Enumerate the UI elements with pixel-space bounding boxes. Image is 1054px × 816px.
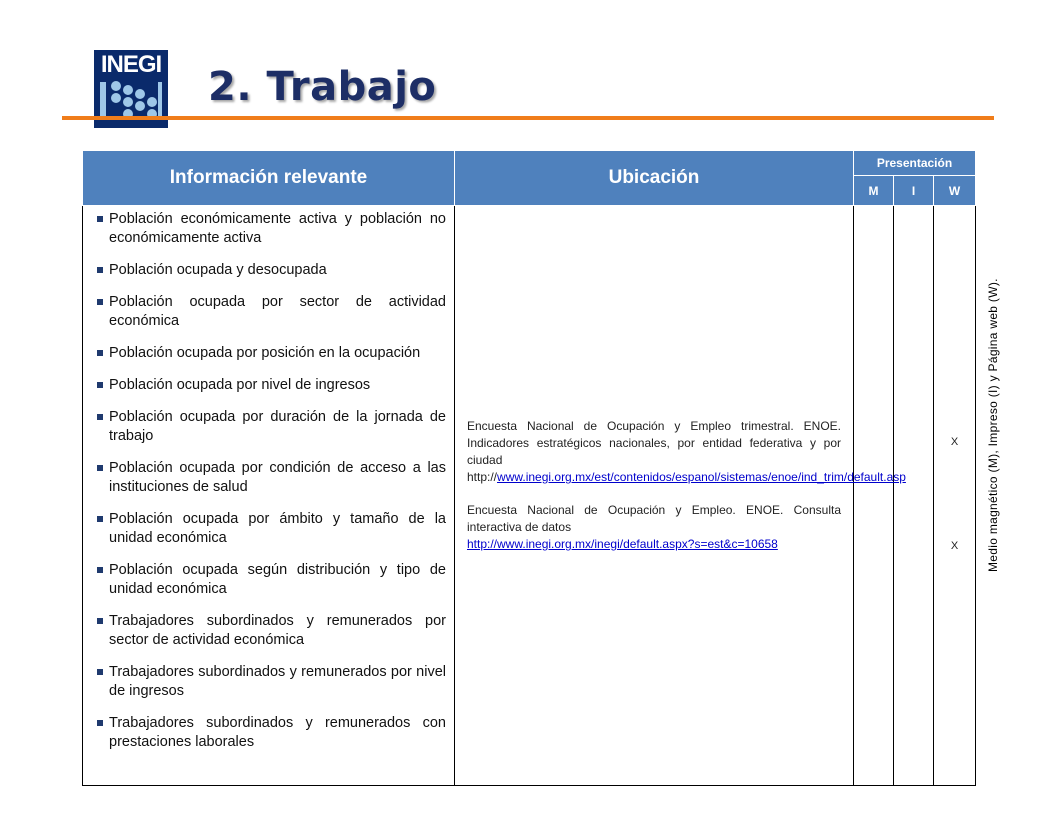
source1-url: http://www.inegi.org.mx/est/contenidos/espanol/sistemas/enoe/ind_trim/default.asp bbox=[467, 470, 906, 484]
source2-link[interactable]: http://www.inegi.org.mx/inegi/default.aspx?s=est&c=10658 bbox=[467, 537, 778, 551]
w-mark-1: X bbox=[950, 436, 959, 448]
list-item: Trabajadores subordinados y remunerados por sector de actividad económica bbox=[101, 612, 446, 650]
list-item: Población ocupada por condición de acceso a las instituciones de salud bbox=[101, 459, 446, 497]
info-list bbox=[83, 206, 454, 752]
header-i: I bbox=[894, 176, 934, 206]
list-item: Población ocupada por sector de actividad económica bbox=[101, 293, 446, 331]
list-item: Trabajadores subordinados y remunerados por nivel de ingresos bbox=[101, 663, 446, 701]
i-cell bbox=[894, 206, 934, 786]
source2-description: Encuesta Nacional de Ocupación y Empleo. ENOE. Consulta interactiva de datos bbox=[467, 503, 841, 534]
list-item: Población ocupada por nivel de ingresos bbox=[101, 376, 446, 395]
list-item: Población económicamente activa y población no económicamente activa bbox=[101, 210, 446, 248]
bullet-icon bbox=[97, 414, 103, 420]
bullet-icon bbox=[97, 382, 103, 388]
bullet-icon bbox=[97, 299, 103, 305]
page-title: 2. Trabajo bbox=[208, 64, 437, 110]
source1-link[interactable]: www.inegi.org.mx/est/contenidos/espanol/sistemas/enoe/ind_trim/default.asp bbox=[497, 470, 906, 484]
w-cell bbox=[934, 206, 976, 786]
bullet-icon bbox=[97, 216, 103, 222]
list-item: Población ocupada según distribución y tipo de unidad económica bbox=[101, 561, 446, 599]
bullet-icon bbox=[97, 516, 103, 522]
list-item: Población ocupada por ámbito y tamaño de la unidad económica bbox=[101, 510, 446, 548]
list-item: Población ocupada y desocupada bbox=[101, 261, 446, 280]
bullet-icon bbox=[97, 465, 103, 471]
info-cell bbox=[83, 206, 455, 786]
logo-text: INEGI bbox=[100, 51, 162, 78]
w-mark-2: X bbox=[950, 540, 959, 552]
list-item: Población ocupada por duración de la jornada de trabajo bbox=[101, 408, 446, 446]
header-ubicacion: Ubicación bbox=[455, 151, 854, 206]
bullet-icon bbox=[97, 720, 103, 726]
ubicacion-cell bbox=[455, 206, 906, 786]
source1-description: Encuesta Nacional de Ocupación y Empleo trimestral. ENOE. Indicadores estratégicos nacionales, por entidad federativa y por ciudad bbox=[467, 419, 841, 467]
header-w: W bbox=[934, 176, 976, 206]
side-note: Medio magnético (M), Impreso (I) y Página web (W). bbox=[986, 278, 1000, 572]
bullet-icon bbox=[97, 618, 103, 624]
info-table bbox=[82, 150, 975, 786]
list-item: Trabajadores subordinados y remunerados con prestaciones laborales bbox=[101, 714, 446, 752]
bullet-icon bbox=[97, 567, 103, 573]
header-divider bbox=[62, 116, 994, 120]
list-item: Población ocupada por posición en la ocupación bbox=[101, 344, 446, 363]
header-info-relevante: Información relevante bbox=[83, 151, 455, 206]
m-cell bbox=[854, 206, 894, 786]
bullet-icon bbox=[97, 350, 103, 356]
header-presentacion: Presentación bbox=[854, 151, 976, 176]
bullet-icon bbox=[97, 267, 103, 273]
bullet-icon bbox=[97, 669, 103, 675]
header-m: M bbox=[854, 176, 894, 206]
